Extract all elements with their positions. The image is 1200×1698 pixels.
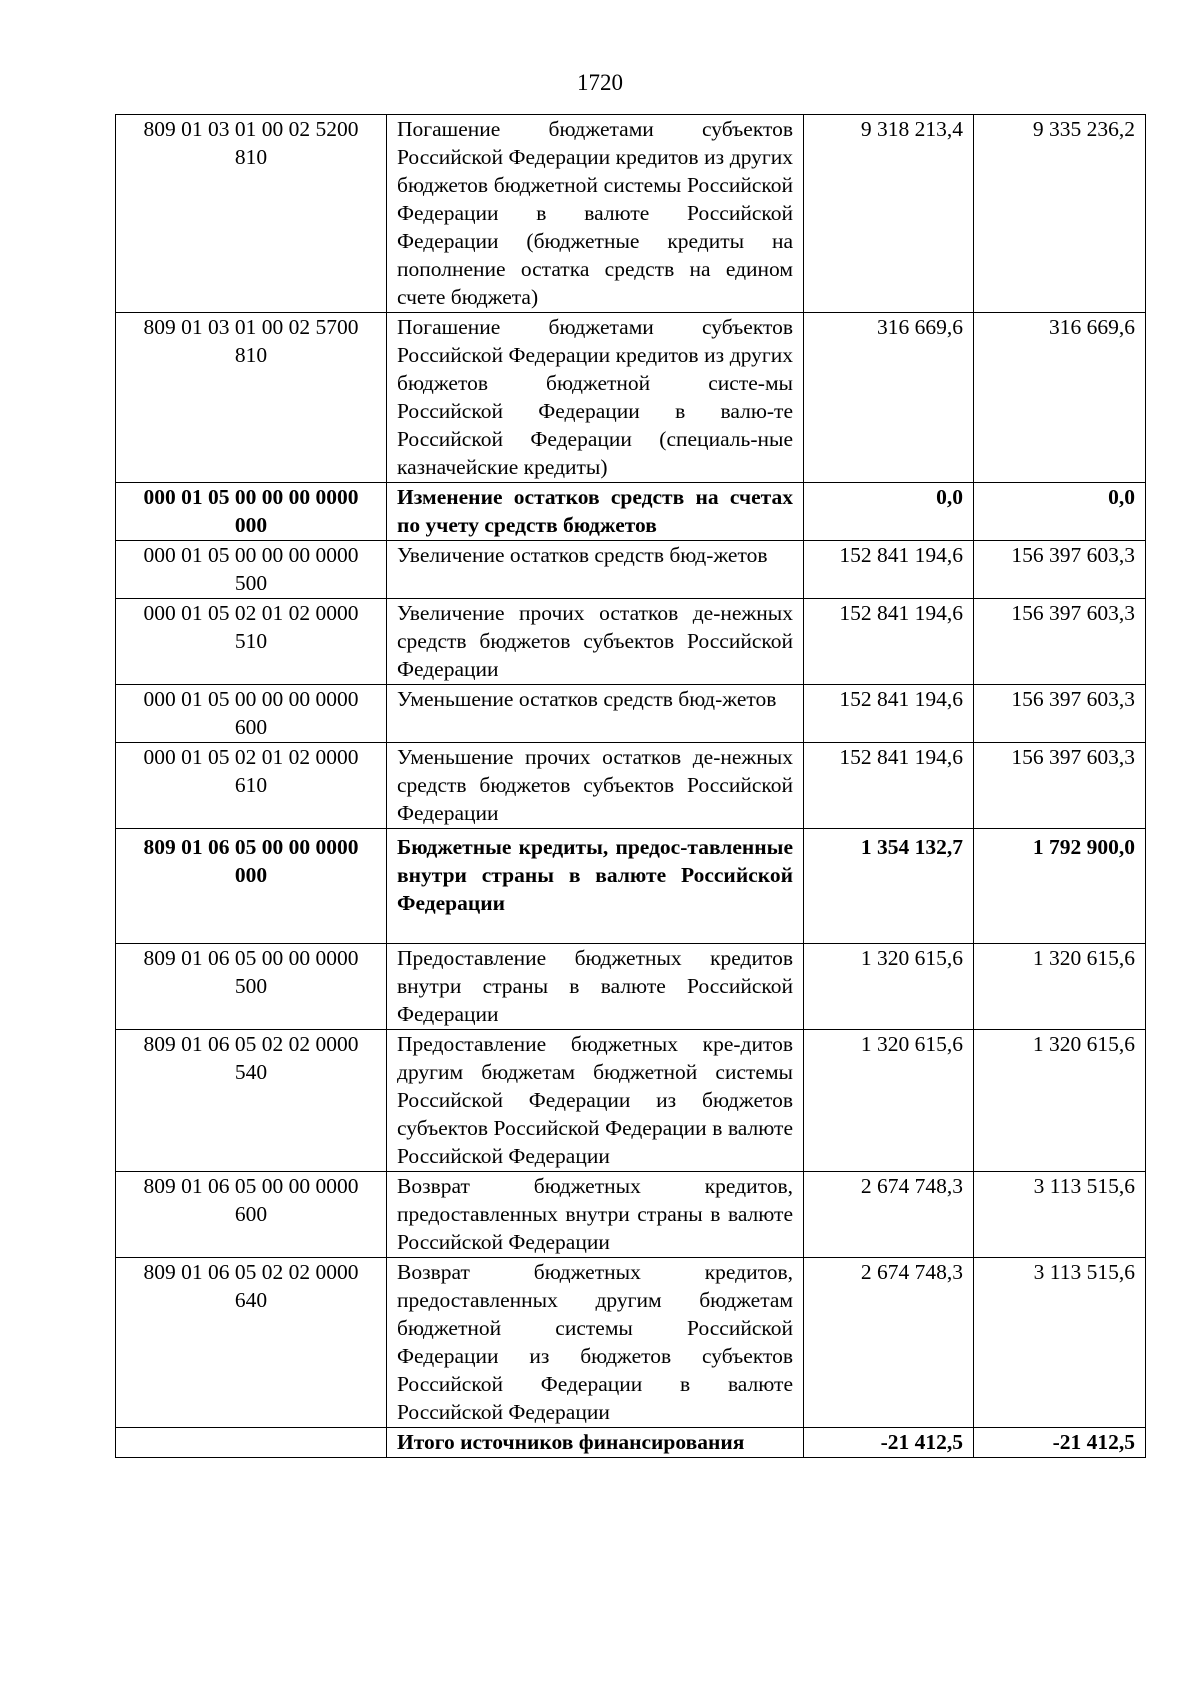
value-cell-1: 152 841 194,6 [804,599,974,685]
table-row [116,1172,1146,1258]
total-value-cell-2: -21 412,5 [974,1428,1146,1458]
table-row [116,685,1146,743]
budget-code-cell: 809 01 03 01 00 02 5200 810 [116,115,387,313]
total-label-cell: Итого источников финансирования [387,1428,804,1458]
description-cell: Увеличение прочих остатков де-нежных средств бюджетов субъектов Российской Федерации [387,599,804,685]
value-cell-2: 3 113 515,6 [974,1258,1146,1428]
table-row [116,1030,1146,1172]
value-cell-1: 0,0 [804,483,974,541]
value-cell-2: 1 792 900,0 [974,829,1146,944]
value-cell-2: 3 113 515,6 [974,1172,1146,1258]
budget-code-cell: 809 01 06 05 02 02 0000 540 [116,1030,387,1172]
total-value-cell-1: -21 412,5 [804,1428,974,1458]
description-cell: Изменение остатков средств на счетах по учету средств бюджетов [387,483,804,541]
table-row [116,1258,1146,1428]
value-cell-2: 0,0 [974,483,1146,541]
budget-code-cell [116,1428,387,1458]
budget-code-cell: 809 01 06 05 02 02 0000 640 [116,1258,387,1428]
budget-code-cell: 809 01 06 05 00 00 0000 600 [116,1172,387,1258]
value-cell-1: 1 320 615,6 [804,1030,974,1172]
description-cell: Предоставление бюджетных кредитов внутри страны в валюте Российской Федерации [387,944,804,1030]
table-row [116,599,1146,685]
value-cell-1: 2 674 748,3 [804,1258,974,1428]
budget-code-cell: 000 01 05 02 01 02 0000 510 [116,599,387,685]
budget-code-cell: 000 01 05 00 00 00 0000 000 [116,483,387,541]
value-cell-2: 1 320 615,6 [974,944,1146,1030]
table-row-section [116,829,1146,944]
value-cell-1: 152 841 194,6 [804,541,974,599]
table-row [116,313,1146,483]
description-cell: Погашение бюджетами субъектов Российской Федерации кредитов из других бюджетов бюджетной систе-мы Российской Федерации в валю-те Российской Федерации (специаль-ные казначейские кредиты) [387,313,804,483]
value-cell-1: 9 318 213,4 [804,115,974,313]
budget-code-cell: 000 01 05 00 00 00 0000 600 [116,685,387,743]
value-cell-1: 152 841 194,6 [804,743,974,829]
description-cell: Возврат бюджетных кредитов, предоставленных другим бюджетам бюджетной системы Российской Федерации из бюджетов субъектов Российской Федерации в валюте Российской Федерации [387,1258,804,1428]
value-cell-1: 2 674 748,3 [804,1172,974,1258]
value-cell-2: 156 397 603,3 [974,743,1146,829]
table-row [116,944,1146,1030]
value-cell-2: 156 397 603,3 [974,599,1146,685]
description-cell: Погашение бюджетами субъектов Российской Федерации кредитов из других бюджетов бюджетной системы Российской Федерации в валюте Российской Федерации (бюджетные кредиты на пополнение остатка средств на едином счете бюджета) [387,115,804,313]
value-cell-1: 1 320 615,6 [804,944,974,1030]
table-row-total [116,1428,1146,1458]
value-cell-2: 1 320 615,6 [974,1030,1146,1172]
description-cell: Увеличение остатков средств бюд-жетов [387,541,804,599]
value-cell-1: 316 669,6 [804,313,974,483]
description-cell: Бюджетные кредиты, предос-тавленные внутри страны в валюте Российской Федерации [387,829,804,944]
budget-sources-table [115,114,1146,1458]
page-number: 1720 [577,70,623,95]
budget-code-cell: 809 01 06 05 00 00 0000 000 [116,829,387,944]
table-row [116,541,1146,599]
table-row [116,115,1146,313]
table-row [116,743,1146,829]
table-row-section [116,483,1146,541]
value-cell-2: 156 397 603,3 [974,685,1146,743]
value-cell-2: 156 397 603,3 [974,541,1146,599]
budget-code-cell: 809 01 06 05 00 00 0000 500 [116,944,387,1030]
description-cell: Возврат бюджетных кредитов, предоставленных внутри страны в валюте Российской Федерации [387,1172,804,1258]
description-cell: Уменьшение прочих остатков де-нежных средств бюджетов субъектов Российской Федерации [387,743,804,829]
value-cell-1: 1 354 132,7 [804,829,974,944]
value-cell-2: 316 669,6 [974,313,1146,483]
description-cell: Уменьшение остатков средств бюд-жетов [387,685,804,743]
budget-code-cell: 809 01 03 01 00 02 5700 810 [116,313,387,483]
value-cell-1: 152 841 194,6 [804,685,974,743]
budget-code-cell: 000 01 05 02 01 02 0000 610 [116,743,387,829]
description-cell: Предоставление бюджетных кре-дитов другим бюджетам бюджетной системы Российской Федерации из бюджетов субъектов Российской Федерации в валюте Российской Федерации [387,1030,804,1172]
value-cell-2: 9 335 236,2 [974,115,1146,313]
budget-code-cell: 000 01 05 00 00 00 0000 500 [116,541,387,599]
